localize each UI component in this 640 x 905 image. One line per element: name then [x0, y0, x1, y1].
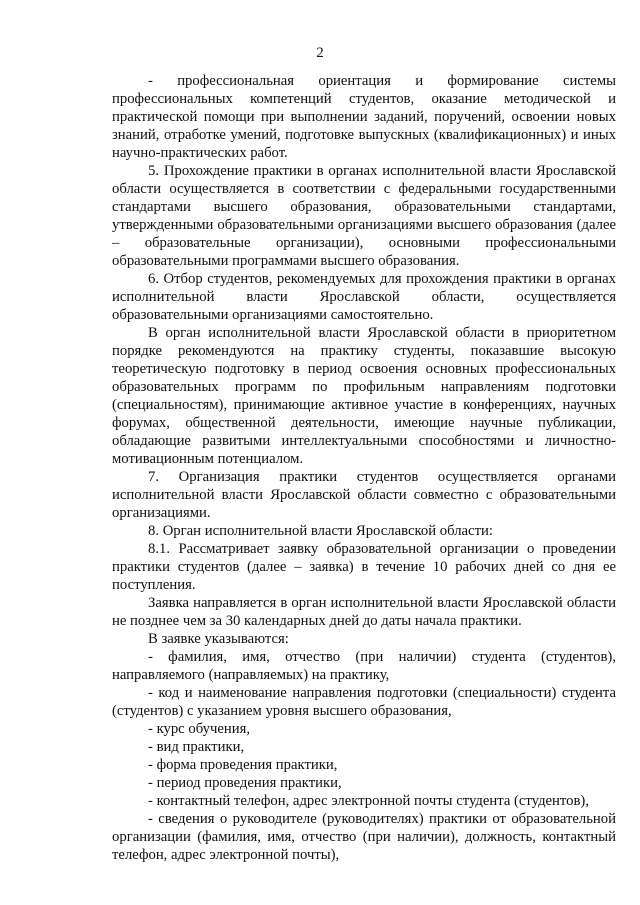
paragraph: 8.1. Рассматривает заявку образовательной организации о проведении практики студентов (далее – заявка) в течение 10 рабочих дней со дня ее поступления. — [112, 541, 616, 593]
paragraph: Заявка направляется в орган исполнительной власти Ярославской области не позднее чем за 30 календарных дней до даты начала практики. — [112, 595, 616, 629]
list-item: - сведения о руководителе (руководителях) практики от образовательной организации (фамилия, имя, отчество (при наличии), должность, контактный телефон, адрес электронной почты), — [112, 811, 616, 863]
paragraph: 8. Орган исполнительной власти Ярославской области: — [148, 523, 493, 539]
list-item: - период проведения практики, — [148, 775, 342, 791]
page-number: 2 — [316, 45, 324, 61]
paragraph: - профессиональная ориентация и формирование системы профессиональных компетенций студентов, оказание методической и практической помощи при выполнении заданий, поручений, освоении новых знаний, отработке умений, подготовке выпускных (квалификационных) и иных научно-практических работ. — [112, 73, 616, 161]
list-item: - контактный телефон, адрес электронной почты студента (студентов), — [148, 793, 589, 809]
paragraph: 6. Отбор студентов, рекомендуемых для прохождения практики в органах исполнительной власти Ярославской области, осуществляется образовательными организациями самостоятельно. — [112, 271, 616, 323]
list-item: - код и наименование направления подготовки (специальности) студента (студентов) с указанием уровня высшего образования, — [112, 685, 616, 719]
list-item: - форма проведения практики, — [148, 757, 338, 773]
list-item: - курс обучения, — [148, 721, 251, 737]
list-item: - вид практики, — [148, 739, 245, 755]
paragraph: В заявке указываются: — [148, 631, 289, 647]
paragraph: В орган исполнительной власти Ярославской области в приоритетном порядке рекомендуются на практику студенты, показавшие высокую теоретическую подготовку в период освоения основных профессиональных образовательных программ по профильным направлениям подготовки (специальностям), принимающие активное участие в конференциях, научных форумах, общественной деятельности, имеющие научные публикации, обладающие развитыми интеллектуальными способностями и личностно-мотивационным потенциалом. — [112, 325, 616, 467]
list-item: - фамилия, имя, отчество (при наличии) студента (студентов), направляемого (направляемых) на практику, — [112, 649, 616, 683]
document-body — [112, 72, 616, 864]
paragraph: 7. Организация практики студентов осуществляется органами исполнительной власти Ярославской области совместно с образовательными организациями. — [112, 469, 616, 521]
paragraph: 5. Прохождение практики в органах исполнительной власти Ярославской области осуществляется в соответствии с федеральными государственными стандартами высшего образования, образовательными стандартами, утвержденными образовательными организациями высшего образования (далее – образовательные организации), основными профессиональными образовательными программами высшего образования. — [112, 163, 616, 269]
